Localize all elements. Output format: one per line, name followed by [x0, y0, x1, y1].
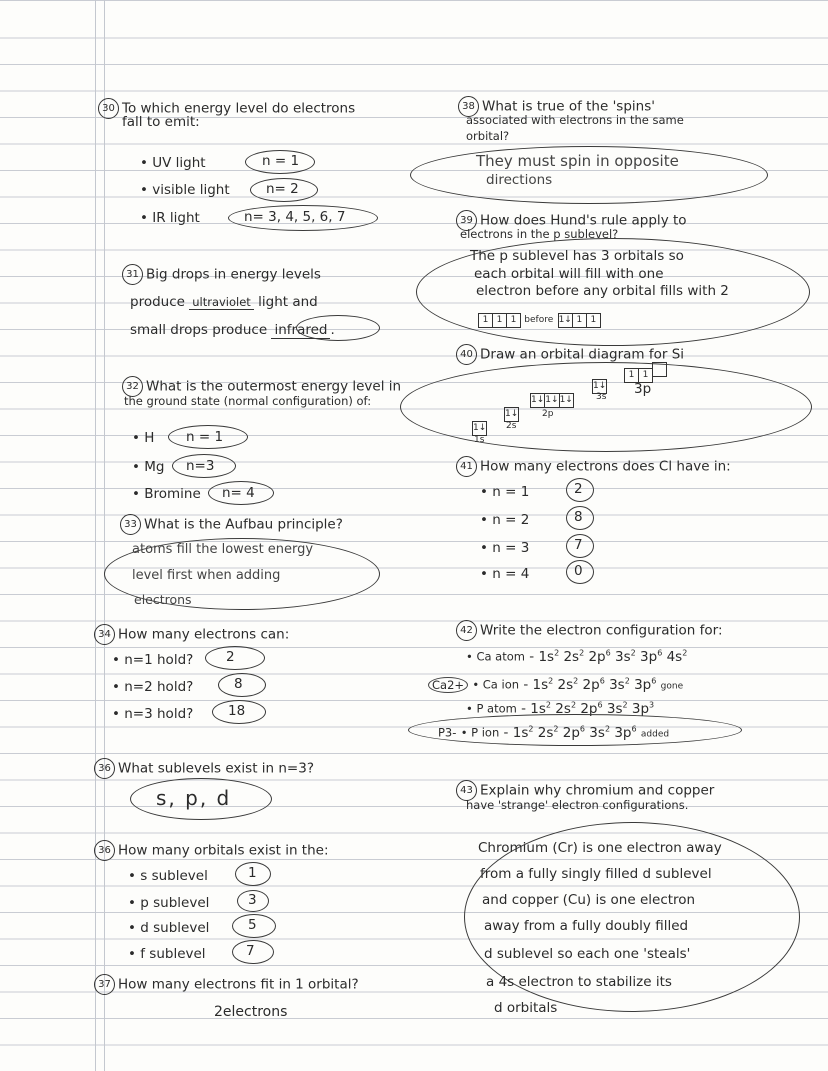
- label-3p: 3p: [634, 381, 652, 397]
- q33-answer-line1: atoms fill the lowest energy: [132, 542, 314, 557]
- question-30: 30 To which energy level do electrons: [98, 98, 355, 119]
- q43-answer-line7: d orbitals: [494, 1000, 558, 1016]
- q36b-item-4: • f sublevel: [128, 946, 206, 962]
- q33-answer-line3: electrons: [134, 592, 192, 607]
- q36b-item-2: • p sublevel: [128, 895, 210, 911]
- question-33: 33 What is the Aufbau principle?: [120, 514, 343, 535]
- q30-item-2: • visible light: [140, 182, 230, 198]
- q42-row-1: • Ca atom - $1s^2$ $2s^2$ $2p^6$ $3s^2$ $3p^6$ $4s^2$: [466, 648, 688, 665]
- q32-answer-3: n= 4: [222, 485, 255, 501]
- question-30-line2: fall to emit:: [122, 114, 200, 130]
- question-38: 38 What is true of the 'spins': [458, 96, 655, 117]
- q43-answer-line5: d sublevel so each one 'steals': [484, 946, 691, 962]
- question-31-line3: small drops produce infrared .: [130, 322, 335, 338]
- question-41: 41 How many electrons does Cl have in:: [456, 456, 731, 477]
- q42-row-4: P3- • P ion - $1s^2$ $2s^2$ $2p^6$ $3s^2$ $3p^6$ added: [438, 724, 670, 741]
- question-36-sublevels: 36 What sublevels exist in n=3?: [94, 758, 314, 779]
- q30-answer-1: n = 1: [262, 153, 300, 169]
- margin-line-left: [95, 0, 96, 1071]
- question-32-line2: the ground state (normal configuration) of:: [124, 394, 372, 408]
- q41-item-1: • n = 1: [480, 484, 530, 500]
- q41-answer-4: 0: [574, 563, 583, 579]
- label-3s: 3s: [596, 392, 607, 402]
- q43-answer-line2: from a fully singly filled d sublevel: [480, 866, 712, 882]
- q37-answer: 2electrons: [214, 1004, 288, 1020]
- question-32: 32 What is the outermost energy level in: [122, 376, 401, 397]
- blank-answer-2: infrared: [271, 322, 330, 339]
- question-37: 37 How many electrons fit in 1 orbital?: [94, 974, 359, 995]
- q43-answer-line6: a 4s electron to stabilize its: [486, 974, 672, 990]
- q30-answer-2: n= 2: [266, 181, 299, 197]
- q34-answer-2: 8: [234, 676, 243, 692]
- q34-answer-3: 18: [228, 703, 246, 719]
- label-1s: 1s: [474, 435, 485, 445]
- q39-answer-line2: each orbital will fill with one: [474, 266, 664, 282]
- question-39-line2: electrons in the p sublevel?: [460, 227, 619, 241]
- q34-answer-1: 2: [226, 649, 235, 665]
- margin-line-left-inner: [104, 0, 105, 1071]
- q36b-answer-4: 7: [246, 943, 255, 959]
- q30-item-1: • UV light: [140, 155, 206, 171]
- question-34: 34 How many electrons can:: [94, 624, 289, 645]
- q32-item-2: • Mg: [132, 459, 165, 475]
- q32-answer-2: n=3: [186, 458, 215, 474]
- orbital-1s: 1↓: [472, 418, 486, 436]
- question-38-line3: orbital?: [466, 129, 510, 143]
- question-38-line2: associated with electrons in the same: [466, 113, 684, 127]
- orbital-2s: 1↓: [504, 404, 518, 422]
- q33-answer-line2: level first when adding: [132, 568, 281, 583]
- q36a-answer: s, p, d: [156, 786, 232, 810]
- q43-answer-line3: and copper (Cu) is one electron: [482, 892, 696, 908]
- q42-row-3: • P atom - $1s^2$ $2s^2$ $2p^6$ $3s^2$ $3p^3$: [466, 700, 655, 717]
- q36b-answer-1: 1: [248, 865, 257, 881]
- q36b-answer-3: 5: [248, 917, 257, 933]
- q39-answer-line3: electron before any orbital fills with 2: [476, 283, 729, 299]
- q30-item-3: • IR light: [140, 210, 200, 226]
- q38-answer-line1: They must spin in opposite: [476, 152, 679, 170]
- blank-answer-1: ultraviolet: [189, 295, 254, 310]
- orbital-2p: 1↓1↓1↓: [530, 390, 573, 408]
- label-2s: 2s: [506, 421, 517, 431]
- q34-item-3: • n=3 hold?: [112, 706, 194, 722]
- q39-orbital-boxes: 1 1 1 before 1↓ 1 1: [478, 310, 600, 328]
- question-31-line2: produce ultraviolet light and: [130, 294, 318, 310]
- q41-item-4: • n = 4: [480, 566, 530, 582]
- q36b-answer-2: 3: [248, 892, 257, 908]
- q41-answer-2: 8: [574, 509, 583, 525]
- q38-answer-line2: directions: [486, 172, 553, 188]
- q42-row-2: Ca2+ • Ca ion - $1s^2$ $2s^2$ $2p^6$ $3s^2$ $3p^6$ gone: [428, 676, 683, 693]
- q41-item-2: • n = 2: [480, 512, 530, 528]
- orbital-3s: 1↓: [592, 376, 606, 394]
- question-40: 40 Draw an orbital diagram for Si: [456, 344, 684, 365]
- q43-answer-line1: Chromium (Cr) is one electron away: [478, 840, 722, 856]
- q34-item-2: • n=2 hold?: [112, 679, 194, 695]
- q43-answer-line4: away from a fully doubly filled: [484, 918, 689, 934]
- q41-answer-3: 7: [574, 537, 583, 553]
- question-36-orbitals: 36 How many orbitals exist in the:: [94, 840, 329, 861]
- q41-item-3: • n = 3: [480, 540, 530, 556]
- q41-answer-1: 2: [574, 481, 583, 497]
- question-39: 39 How does Hund's rule apply to: [456, 210, 687, 231]
- label-2p: 2p: [542, 409, 554, 419]
- q32-item-3: • Bromine: [132, 486, 201, 502]
- question-43-line2: have 'strange' electron configurations.: [466, 798, 689, 812]
- q32-item-1: • H: [132, 430, 155, 446]
- q36b-item-1: • s sublevel: [128, 868, 208, 884]
- q36b-item-3: • d sublevel: [128, 920, 210, 936]
- q30-answer-3: n= 3, 4, 5, 6, 7: [244, 209, 346, 225]
- q32-answer-1: n = 1: [186, 429, 224, 445]
- question-31: 31 Big drops in energy levels: [122, 264, 321, 285]
- q34-item-1: • n=1 hold?: [112, 652, 194, 668]
- answer-oval: [296, 315, 380, 341]
- orbital-3p: 1 1: [624, 362, 666, 383]
- q39-answer-line1: The p sublevel has 3 orbitals so: [470, 248, 684, 264]
- answer-oval: [205, 646, 265, 670]
- question-number: 30: [98, 98, 119, 119]
- question-42: 42 Write the electron configuration for:: [456, 620, 723, 641]
- question-43: 43 Explain why chromium and copper: [456, 780, 714, 801]
